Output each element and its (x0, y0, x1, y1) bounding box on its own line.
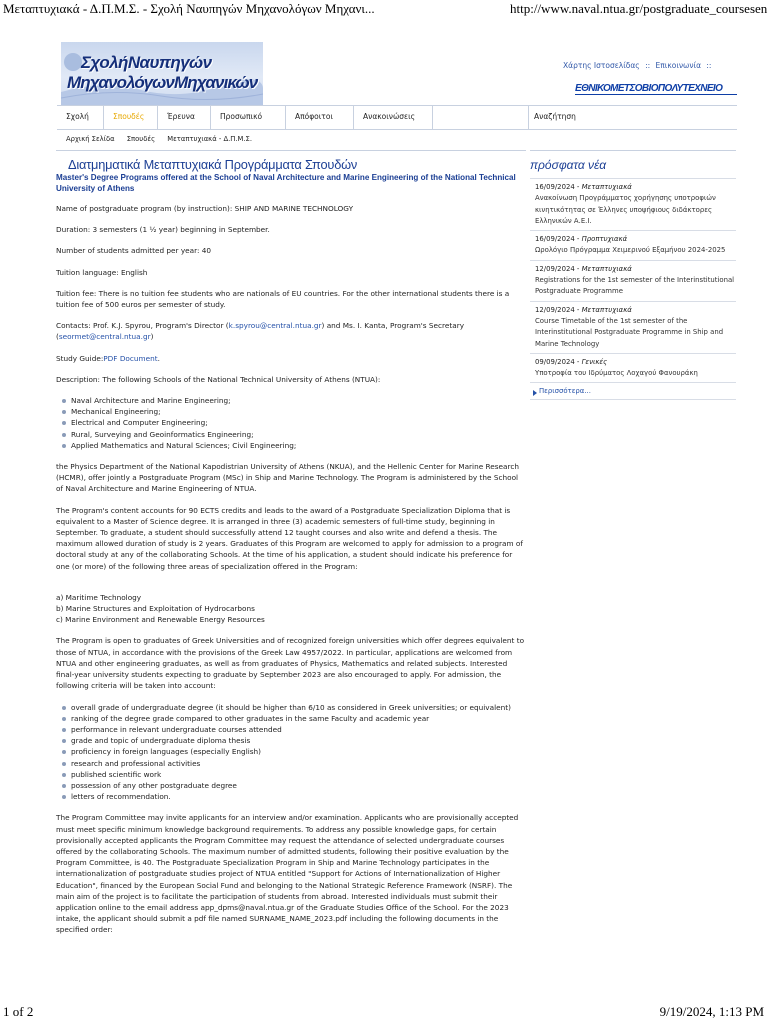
breadcrumb-studies[interactable]: Σπουδές (126, 135, 156, 143)
nav-search[interactable]: Αναζήτηση (528, 106, 737, 129)
study-guide-label: Study Guide: (56, 353, 104, 363)
news-sidebar (530, 150, 736, 420)
program-language: Tuition language: English (56, 267, 148, 277)
list-item: Naval Architecture and Marine Engineering; (56, 395, 526, 406)
list-item: performance in relevant undergraduate courses attended (56, 724, 526, 735)
list-item: ranking of the degree grade compared to other graduates in the same Faculty and academic year (56, 713, 526, 724)
list-item: possession of any other postgraduate degree (56, 780, 526, 791)
list-item: grade and topic of undergraduate diploma thesis (56, 735, 526, 746)
nav-item-research[interactable]: Έρευνα (158, 106, 211, 129)
program-contacts (56, 320, 526, 342)
admission-paragraph: The Program is open to graduates of Greek Universities and of recognized foreign universities which offer degrees equivalent to those of NTUA, in accordance with the provisions of the Greek Law 4957/2022. In particular, applications are welcomed from NTUA and other engineering graduates, as well as from graduates of Physics, Mathematics and related subjects. Interested final-year university students expecting to graduate by September 2023 are also encouraged to apply. For admission, the following criteria will be taken into account: (56, 636, 525, 691)
nav-item-alumni[interactable]: Απόφοιτοι (286, 106, 354, 129)
study-guide-text: . (157, 353, 160, 363)
news-item[interactable]: 12/09/2024 - Μεταπτυχιακά Registrations for the 1st semester of the Interinstitutional Postgraduate Programme (530, 261, 736, 302)
news-item[interactable]: 09/09/2024 - Γενικές Υποτροφία του Ιδρύματος Λοχαγού Φανουράκη (530, 354, 736, 384)
nav-item-announcements[interactable]: Ανακοινώσεις (354, 106, 433, 129)
main-nav (57, 105, 737, 130)
list-item: Rural, Surveying and Geoinformatics Engineering; (56, 429, 526, 440)
contacts-text: ) and Ms. I. Kanta, Program's Secretary ( (56, 321, 465, 342)
nav-item-studies[interactable]: Σπουδές (104, 106, 158, 129)
study-guide-pdf-link[interactable]: PDF Document (103, 353, 158, 363)
logo-text-line1: ΣχολήΝαυπηγών (81, 53, 212, 72)
program-duration: Duration: 3 semesters (1 ½ year) beginning in September. (56, 225, 270, 235)
list-item: letters of recommendation. (56, 791, 526, 802)
link-separator: :: (706, 61, 712, 70)
logo-text-line2: ΜηχανολόγωνΜηχανικών (67, 73, 258, 92)
news-title[interactable]: Registrations for the 1st semester of the Interinstitutional Postgraduate Programme (535, 276, 735, 296)
collaboration-paragraph: the Physics Department of the National Kapodistrian University of Athens (NKUA), and the Hellenic Center for Marine Research (HCMR), offer jointly a Postgraduate Program (MSc) in Ship and Marine Technology. The Program is administered by the School of Naval Architecture and Marine Engineering of NTUA. (56, 462, 519, 494)
print-footer (0, 1000, 768, 1024)
list-item: Electrical and Computer Engineering; (56, 417, 526, 428)
page-title: Διατμηματικά Μεταπτυχιακά Προγράμματα Σπουδών (68, 157, 358, 172)
print-page-title: Μεταπτυχιακά - Δ.Π.Μ.Σ. - Σχολή Ναυπηγών Μηχανολόγων Μηχανι... (3, 1, 375, 16)
print-header (0, 0, 768, 20)
article-body (56, 203, 526, 936)
program-description: Description: The following Schools of the National Technical University of Athens (NTUA): (56, 374, 381, 384)
news-item[interactable]: 16/09/2024 - Μεταπτυχιακά Ανακοίνωση Προγράμματος χορήγησης υποτροφιών κινητικότητας σε Έλληνες υποψήφιους διδάκτορες Ελληνικών Α.Ε.Ι. (530, 179, 736, 231)
breadcrumb-home[interactable]: Αρχική Σελίδα (66, 135, 115, 143)
news-category: Γενικές (581, 357, 608, 366)
director-email-link[interactable]: k.spyrou@central.ntua.gr (228, 321, 322, 331)
news-title[interactable]: Ωρολόγιο Πρόγραμμα Χειμερινού Εξαμήνου 2024-2025 (535, 246, 726, 255)
committee-paragraph: The Program Committee may invite applicants for an interview and/or examination. Applicants who are provisionally accepted must meet specific minimum knowledge background requirements. To address any possible knowledge gaps, for certain provisionally accepted applicants the Program Committee may request the attendance of selected undergraduate courses offered by the collaborating Schools. The maximum number of admitted students, following their positive evaluation by the Program Committee, is 40. The Postgraduate Specialization Program in Ship and Marine Technology participates in the internationalization of postgraduate studies project of NTUA entitled "Support for Actions of Internationalization of Higher Education", financed by the European Social Fund and belonging to the National Strategic Reference Framework (NSRF). The main aim of the project is to facilitate the participation of students from abroad. Interested individuals must submit their application online to the email address app_dpms@naval.ntua.gr of the Graduate Studies Office of the School. For the 2023 intake, the applicant should submit a pdf file named SURNAME_NAME_2023.pdf including the following documents in the specified order: (56, 813, 519, 935)
news-date: 09/09/2024 (535, 357, 575, 366)
sitemap-link[interactable]: Χάρτης Ιστοσελίδας (563, 61, 640, 70)
list-item: overall grade of undergraduate degree (it should be higher than 6/10 as considered in Greek universities; or equivalent) (56, 702, 526, 713)
news-category: Μεταπτυχιακά (581, 264, 632, 273)
specialization-area: a) Maritime Technology (56, 592, 142, 602)
news-date: 16/09/2024 (535, 235, 575, 244)
list-item: Mechanical Engineering; (56, 406, 526, 417)
more-news-link[interactable]: Περισσότερα... (530, 383, 736, 400)
program-content-paragraph: The Program's content accounts for 90 ECTS credits and leads to the award of a Postgraduate Specialization Diploma that is equivalent to a Master of Science degree. It is arranged in three (3) academic semesters of full-time study, beginning in September. To graduate, a student should successfully attend 12 taught courses and also write and defend a thesis. The maximum allowed duration of study is 2 years. Graduates of this Program are welcomed to apply for admission to a program of doctoral study at any of the collaborating Schools. At the time of his application, a student should indicate his preference for one (or more) of the following three areas of specialization offered in the Program: (56, 505, 523, 571)
contacts-text: ) (150, 332, 154, 342)
news-date: 12/09/2024 (535, 264, 575, 273)
news-item[interactable]: 12/09/2024 - Μεταπτυχιακά Course Timetable of the 1st semester of the Interinstitutional Postgraduate Programme in Ship and Marine Technology (530, 302, 736, 354)
breadcrumb-current: Μεταπτυχιακά - Δ.Π.Μ.Σ. (167, 135, 253, 143)
link-separator: :: (645, 61, 651, 70)
contact-link[interactable]: Επικοινωνία (655, 61, 702, 70)
list-item: proficiency in foreign languages (especially English) (56, 746, 526, 757)
program-name: Name of postgraduate program (by instruction): SHIP AND MARINE TECHNOLOGY (56, 204, 354, 213)
nav-item-staff[interactable]: Προσωπικό (211, 106, 286, 129)
news-category: Μεταπτυχιακά (581, 305, 632, 314)
news-category: Μεταπτυχιακά (581, 183, 632, 191)
nav-item-school[interactable]: Σχολή (57, 106, 104, 129)
specialization-area: c) Marine Environment and Renewable Energy Resources (56, 615, 265, 625)
page-subtitle: Master's Degree Programs offered at the School of Naval Architecture and Marine Engineering of the National Technical University of Athens (56, 173, 516, 193)
contacts-text: Contacts: Prof. K.J. Spyrou, Program's Director ( (56, 321, 229, 331)
news-category: Προπτυχιακά (581, 235, 628, 244)
news-title[interactable]: Υποτροφία του Ιδρύματος Λοχαγού Φανουράκη (535, 369, 698, 378)
news-title[interactable]: Ανακοίνωση Προγράμματος χορήγησης υποτροφιών κινητικότητας σε Έλληνες υποψήφιους διδάκτορες Ελληνικών Α.Ε.Ι. (535, 194, 716, 225)
specialization-area: b) Marine Structures and Exploitation of Hydrocarbons (56, 604, 255, 614)
list-item: Applied Mathematics and Natural Sciences; Civil Engineering; (56, 440, 526, 451)
news-title[interactable]: Course Timetable of the 1st semester of the Interinstitutional Postgraduate Programme in Ship and Marine Technology (535, 316, 724, 348)
schools-list (56, 395, 526, 451)
print-url: http://www.naval.ntua.gr/postgraduate_coursesen (510, 1, 768, 16)
list-item: published scientific work (56, 769, 526, 780)
news-date: 12/09/2024 (535, 305, 575, 314)
top-links (563, 61, 714, 70)
ntua-banner-logo[interactable]: ΕΘΝΙΚΟΜΕΤΣΟΒΙΟΠΟΛΥΤΕΧΝΕΙΟ (575, 83, 737, 95)
print-page-number: 1 of 2 (3, 1004, 34, 1019)
news-item[interactable]: 16/09/2024 - Προπτυχιακά Ωρολόγιο Πρόγραμμα Χειμερινού Εξαμήνου 2024-2025 (530, 231, 736, 261)
breadcrumb (66, 135, 262, 143)
program-tuition: Tuition fee: There is no tuition fee students who are nationals of EU countries. For the other international students there is a tuition fee of 500 euros per semester of study. (56, 288, 510, 310)
news-list (530, 178, 736, 400)
secretary-email-link[interactable]: seormet@central.ntua.gr (58, 332, 151, 342)
news-date: 16/09/2024 (535, 183, 575, 191)
criteria-list (56, 702, 526, 803)
list-item: research and professional activities (56, 758, 526, 769)
print-datetime: 9/19/2024, 1:13 PM (659, 1004, 764, 1019)
school-logo[interactable] (61, 42, 263, 106)
sidebar-title: πρόσφατα νέα (530, 158, 607, 172)
program-students: Number of students admitted per year: 40 (56, 246, 212, 256)
main-content (56, 150, 526, 980)
study-guide (56, 353, 526, 364)
